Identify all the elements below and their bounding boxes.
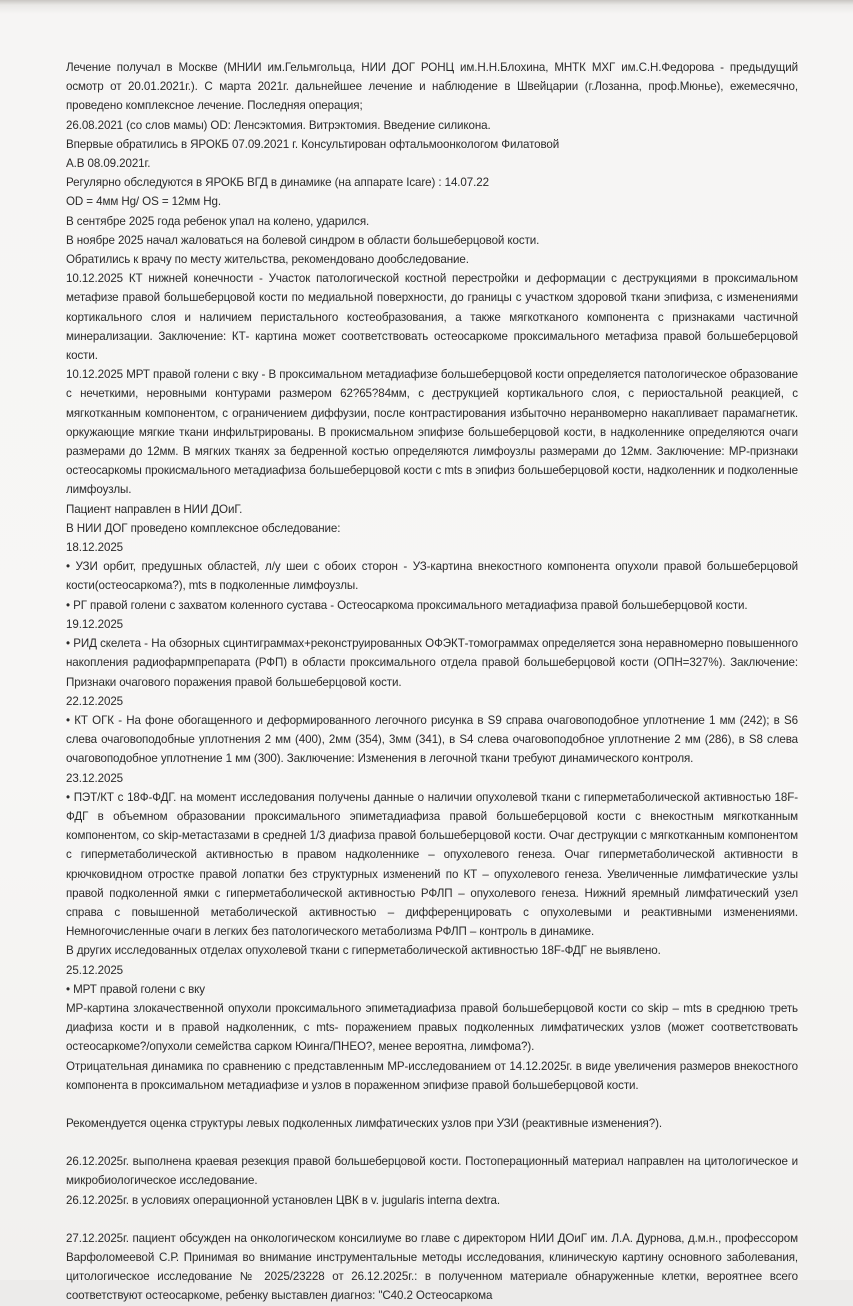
document-body <box>66 58 798 1306</box>
paragraph: Регулярно обследуются в ЯРОКБ ВГД в динамике (на аппарате Icare) : 14.07.22 <box>66 176 489 190</box>
paragraph: В других исследованных отделах опухолевой ткани с гиперметаболической активностью 18F-ФДГ не выявлено. <box>66 944 661 958</box>
paragraph: Обратились к врачу по месту жительства, рекомендовано дообследование. <box>66 253 469 267</box>
paragraph: 23.12.2025 <box>66 771 124 785</box>
paragraph: 26.08.2021 (со слов мамы) OD: Ленсэктомия. Витрэктомия. Введение силикона. <box>66 118 491 132</box>
paragraph-spacer <box>66 1095 798 1114</box>
paragraph-spacer <box>66 1210 798 1229</box>
bullet-paragraph: • КТ ОГК - На фоне обогащенного и деформированного легочного рисунка в S9 справа очаговоподобное уплотнение 1 мм (242); в S6 слева очаговоподобные уплотнения 2 мм (400), 2мм (354), 3мм (341), в S4 слева очаговоподобное уплотнение 2 мм (286), в S8 слева очаговоподобное уплотнение 1 мм (300). Заключение: Изменения в легочной ткани требуют динамического контроля. <box>66 711 798 769</box>
paragraph: 22.12.2025 <box>66 694 124 708</box>
paragraph: Рекомендуется оценка структуры левых подколенных лимфатических узлов при УЗИ (реактивные изменения?). <box>66 1116 662 1130</box>
paragraph: 18.12.2025 <box>66 541 124 555</box>
paragraph: МР-картина злокачественной опухоли проксимального эпиметадиафиза правой большеберцовой кости со skip – mts в среднюю треть диафиза кости и в правой надколенник, с mts- поражением правых подколенных лимфатических узлов (может соответствовать остеосаркоме?/опухоли семейства сарком Юинга/ПНЕО?, менее вероятна, лимфома?). <box>66 1001 798 1054</box>
paragraph: 10.12.2025 КТ нижней конечности - Участок патологической костной перестройки и деформации с деструкциями в проксимальном метафизе правой большеберцовой кости по медиальной поверхности, до границы с участком здоровой ткани эпифиза, с изменениями кортикального слоя и наличием перистального костеобразования, а также мягкотканого компонента с признаками частичной минерализации. Заключение: КТ- картина может соответствовать остеосаркоме проксимального метафиза правой большеберцовой кости. <box>66 272 798 363</box>
paragraph: В ноябре 2025 начал жаловаться на болевой синдром в области большеберцовой кости. <box>66 233 540 247</box>
paragraph: 10.12.2025 МРТ правой голени с вку - В проксимальном метадиафизе большеберцовой кости определяется патологическое образование с нечеткими, неровными контурами размером 62?65?84мм, с деструкцией кортикального слоя, с периостальной реакцией, с мягкотканным компонентом, с ограничением диффузии, после контрастирования избыточно неранвомерно накапливает парамагнетик. оркужающие мягкие ткани инфильтрированы. В прокисмальном эпифизе большеберцовой кости, в надколеннике определяются очаги размерами до 12мм. В мягких тканях за бедренной костью определяются лимфоузлы размерами до 12мм. Заключение: МР-признаки остеосаркомы прокисмального метадиафиза большеберцовой кости с mts в эпифиз большеберцовой кости, надколенник и подколенные лимфоузлы. <box>66 368 798 497</box>
paragraph: Отрицательная динамика по сравнению с представленным МР-исследованием от 14.12.2025г. в виде увеличения размеров внекостного компонента в проксимальном метадиафизе и узлов в пораженном эпифизе правой большеберцовой кости. <box>66 1059 798 1092</box>
paragraph: В НИИ ДОГ проведено комплексное обследование: <box>66 521 341 535</box>
paragraph: 26.12.2025г. в условиях операционной установлен ЦВК в v. jugularis interna dextra. <box>66 1193 501 1207</box>
paragraph: В сентябре 2025 года ребенок упал на колено, ударился. <box>66 214 370 228</box>
bullet-paragraph: • РГ правой голени с захватом коленного сустава - Остеосаркома проксимального метадиафиза правой большеберцовой кости. <box>66 596 798 615</box>
paragraph: 26.12.2025г. выполнена краевая резекция правой большеберцовой кости. Постоперационный материал направлен на цитологическое и микробиологическое исследование. <box>66 1155 798 1188</box>
bullet-paragraph: • МРТ правой голени с вку <box>66 980 798 999</box>
paragraph: А.В 08.09.2021г. <box>66 157 151 171</box>
paragraph: Лечение получал в Москве (МНИИ им.Гельмгольца, НИИ ДОГ РОНЦ им.Н.Н.Блохина, МНТК МХГ им.С.Н.Федорова - предыдущий осмотр от 20.01.2021г.). С марта 2021г. дальнейшее лечение и наблюдение в Швейцарии (г.Лозанна, проф.Мюнье), ежемесячно, проведено комплексное лечение. Последняя операция; <box>66 61 798 113</box>
paragraph: 27.12.2025г. пациент обсужден на онкологическом консилиуме во главе с директором НИИ ДОиГ им. Л.А. Дурнова, д.м.н., профессором Варфоломеевой С.Р. Принимая во внимание инструментальные методы исследования, клиническую картину основного заболевания, цитологическое исследование № 2025/23228 от 26.12.2025г.: в полученном материале обнаруженные клетки, вероятнее всего соответствуют остеосаркоме, ребенку выставлен диагноз: "С40.2 Остеосаркома <box>66 1231 798 1303</box>
paragraph: Пациент направлен в НИИ ДОиГ. <box>66 502 243 516</box>
paragraph-spacer <box>66 1133 798 1152</box>
bullet-paragraph: • УЗИ орбит, предушных областей, л/у шеи с обоих сторон - УЗ-картина внекостного компонента опухоли правой большеберцовой кости(остеосаркома?), mts в подколенные лимфоузлы. <box>66 557 798 595</box>
bullet-paragraph: • ПЭТ/КТ с 18Ф-ФДГ. на момент исследования получены данные о наличии опухолевой ткани с гиперметаболической активностью 18F-ФДГ в объемном образовании проксимального эпиметадиафиза правой большеберцовой кости с внекостным мягкотканным компонентом, со skip-метастазами в средней 1/3 диафиза правой большеберцовой кости. Очаг деструкции с мягкотканным компонентом с гиперметаболической активностью в правом надколеннике – опухолевого генеза. Очаг гиперметаболической активности в крючковидном отростке правой лопатки без структурных изменений по КТ – опухолевого генеза. Увеличенные лимфатические узлы правой подколенной ямки с гиперметаболической активностью РФЛП – опухолевого генеза. Нижний яремный лимфатический узел справа с повышенной метаболической активностью – дифференцировать с опухолевыми и реактивными изменениями. Немногочисленные очаги в легких без патологического метаболизма РФЛП – контроль в динамике. <box>66 788 798 942</box>
bullet-paragraph: • РИД скелета - На обзорных сцинтиграммах+реконструированных ОФЭКТ-томограммах определяется зона неравномерно повышенного накопления радиофармпрепарата (РФП) в области проксимального отдела правой большеберцовой кости (ОПН=327%). Заключение: Признаки очагового поражения правой большеберцовой кости. <box>66 634 798 692</box>
paragraph: 19.12.2025 <box>66 617 124 631</box>
paragraph: Впервые обратились в ЯРОКБ 07.09.2021 г. Консультирован офтальмоонкологом Филатовой <box>66 137 560 151</box>
paragraph: OD = 4мм Hg/ OS = 12мм Hg. <box>66 195 221 209</box>
paragraph: 25.12.2025 <box>66 963 124 977</box>
